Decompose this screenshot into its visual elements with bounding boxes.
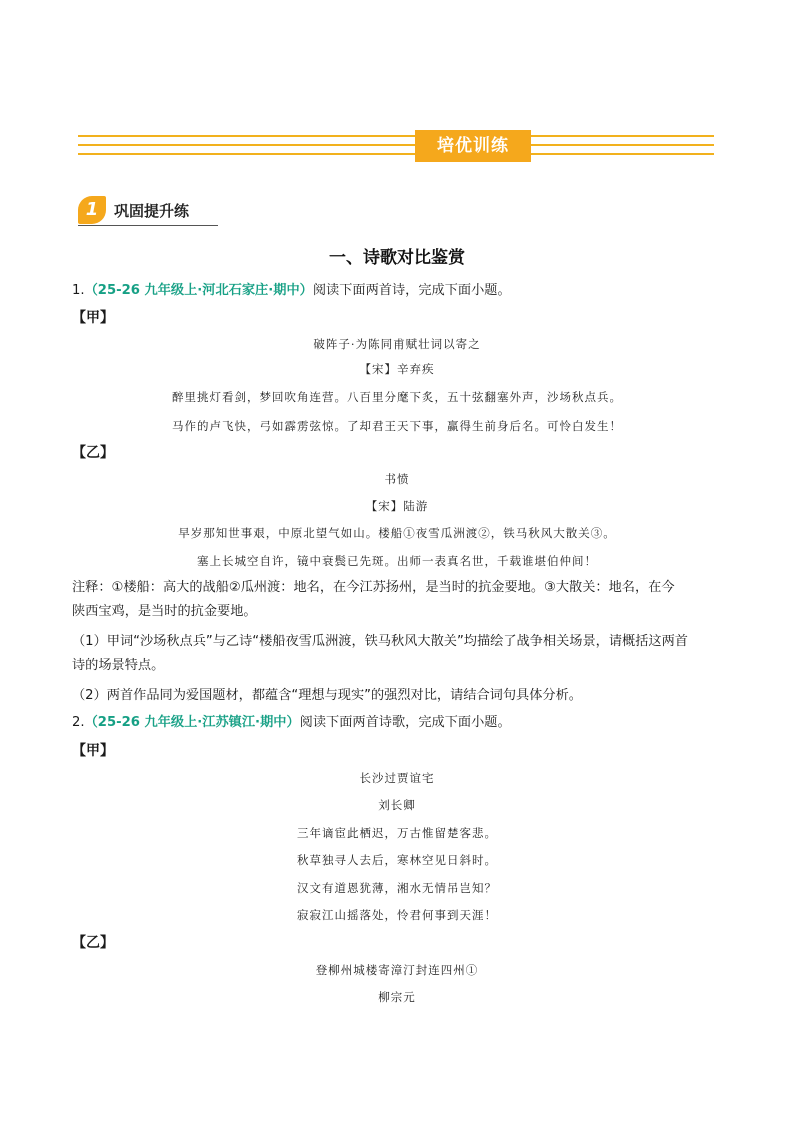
sub-question-2: （2）两首作品同为爱国题材，都蕴含“理想与现实”的强烈对比，请结合词句具体分析。: [72, 688, 582, 703]
question-instruction: 阅读下面两首诗歌，完成下面小题。: [299, 715, 511, 730]
question-number: 2.: [72, 715, 85, 730]
poem-author: 刘长卿: [378, 798, 416, 812]
poem-line: 汉文有道恩犹薄，湘水无情吊岂知？: [297, 881, 497, 895]
question-number: 1.: [72, 283, 85, 298]
poem-author: 【宋】陆游: [365, 499, 429, 513]
poem-title: 登柳州城楼寄漳汀封连四州①: [315, 963, 479, 977]
poem-line: 秋草独寻人去后，寒林空见日斜时。: [297, 853, 497, 867]
annotation-line: 陕西宝鸡，是当时的抗金要地。: [72, 604, 257, 619]
banner-rules: [78, 135, 714, 162]
question-source: （25-26 九年级上·河北石家庄·期中）: [84, 283, 313, 298]
poem-label-yi: 【乙】: [72, 445, 114, 461]
annotation-line: 注释：①楼船：高大的战船②瓜州渡：地名，在今江苏扬州，是当时的抗金要地。③大散关：地名，在今: [72, 580, 675, 595]
section-number: 1: [78, 196, 106, 224]
poem-line: 寂寂江山摇落处，怜君何事到天涯！: [297, 908, 497, 922]
section-header: [78, 196, 218, 226]
poem-line: 马作的卢飞快，弓如霹雳弦惊。了却君王天下事，赢得生前身后名。可怜白发生！: [172, 419, 622, 433]
poem-author: 【宋】辛弃疾: [359, 362, 435, 376]
poem-label-jia: 【甲】: [72, 743, 114, 759]
poem-title: 长沙过贾谊宅: [359, 771, 435, 785]
banner-title: 培优训练: [415, 130, 531, 162]
question-2-stem: [72, 713, 722, 733]
question-instruction: 阅读下面两首诗，完成下面小题。: [312, 283, 511, 298]
poem-label-jia: 【甲】: [72, 310, 114, 326]
sub-question-1-line: （1）甲词“沙场秋点兵”与乙诗“楼船夜雪瓜洲渡，铁马秋风大散关”均描绘了战争相关场景，请概括这两首: [72, 634, 688, 649]
question-1-stem: [72, 281, 722, 301]
poem-author: 柳宗元: [378, 990, 416, 1004]
question-source: （25-26 九年级上·江苏镇江·期中）: [84, 715, 300, 730]
sub-question-1-line: 诗的场景特点。: [72, 658, 165, 673]
poem-line: 三年谪宦此栖迟，万古惟留楚客悲。: [297, 826, 497, 840]
poem-line: 早岁那知世事艰，中原北望气如山。楼船①夜雪瓜洲渡②，铁马秋风大散关③。: [178, 526, 616, 540]
poem-line: 醉里挑灯看剑，梦回吹角连营。八百里分麾下炙，五十弦翻塞外声，沙场秋点兵。: [172, 390, 622, 404]
page-heading: 一、诗歌对比鉴赏: [329, 248, 465, 268]
section-banner: [78, 130, 714, 164]
section-underline: [78, 225, 218, 226]
section-title: 巩固提升练: [114, 202, 190, 220]
poem-title: 书愤: [384, 472, 410, 486]
poem-line: 塞上长城空自许，镜中衰鬓已先斑。出师一表真名世，千载谁堪伯仲间！: [197, 554, 597, 568]
poem-label-yi: 【乙】: [72, 935, 114, 951]
poem-title: 破阵子·为陈同甫赋壮词以寄之: [313, 337, 481, 351]
